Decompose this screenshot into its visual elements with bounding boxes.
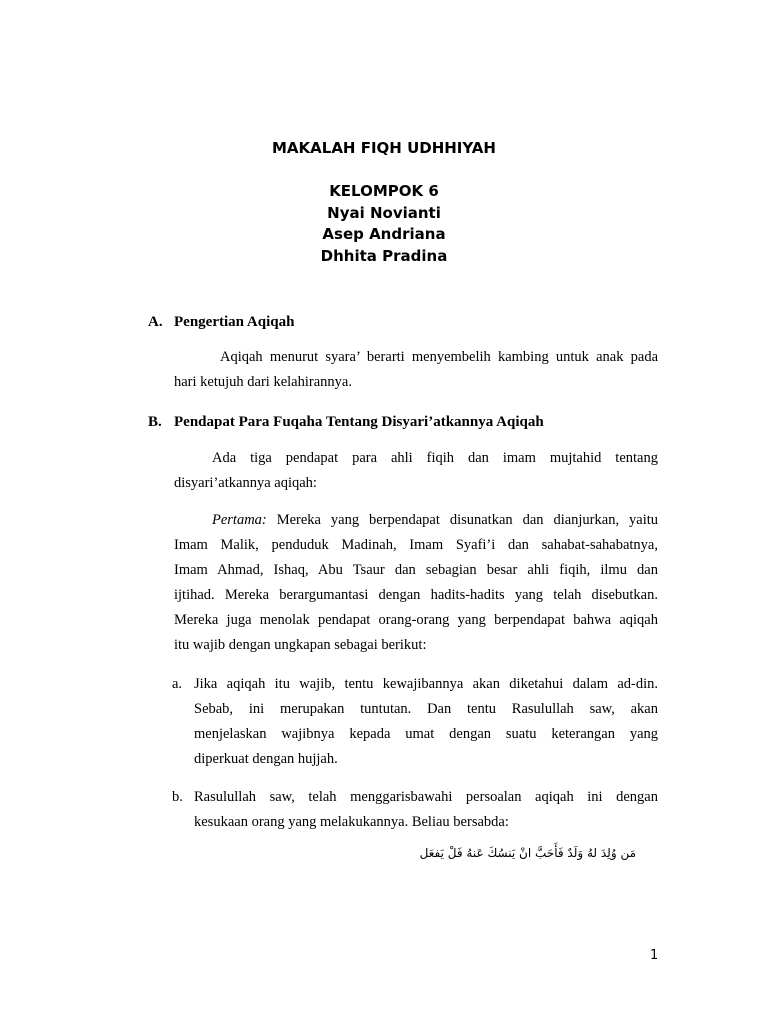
group-name: KELOMPOK 6	[329, 182, 439, 200]
arabic-hadith: مَن وُلِدَ لهُ وَلَدٌ فَأَحَبَّ انْ يَنسُكَ عَنهُ فَلْ يَفعَل	[419, 846, 636, 860]
paragraph-text: Mereka yang berpendapat disunatkan dan dianjurkan, yaitu	[276, 512, 658, 528]
member-name: Nyai Novianti	[327, 203, 441, 222]
section-a-marker: A.	[148, 314, 163, 330]
paragraph-line	[174, 508, 658, 533]
first-opinion-paragraph	[174, 508, 658, 658]
paragraph-line: menjelaskan wajibnya kepada umat dengan suatu keterangan yang	[194, 726, 658, 742]
paragraph-line: ijtihad. Mereka berargumantasi dengan hadits-hadits yang telah disebutkan.	[174, 587, 658, 603]
paragraph-line: Aqiqah menurut syara’ berarti menyembelih kambing untuk anak pada	[220, 349, 658, 365]
list-marker: a.	[172, 676, 183, 692]
list-marker: b.	[172, 789, 183, 805]
member-name: Asep Andriana	[322, 225, 446, 243]
list-item-body	[194, 672, 658, 772]
section-a-title: Pengertian Aqiqah	[174, 314, 295, 330]
section-b-heading	[148, 412, 544, 432]
paragraph-line: Sebab, ini merupakan tuntutan. Dan tentu Rasulullah saw, akan	[194, 701, 658, 717]
document-title: MAKALAH FIQH UDHHIYAH	[272, 139, 496, 157]
paragraph-line: Imam Ahmad, Ishaq, Abu Tsaur dan sebagian besar ahli fiqih, ilmu dan	[174, 562, 658, 578]
paragraph-line: diperkuat dengan hujjah.	[194, 751, 338, 767]
group-block	[0, 181, 768, 267]
section-b-marker: B.	[148, 414, 162, 430]
member-name: Dhhita Pradina	[320, 246, 448, 265]
paragraph-line: Jika aqiqah itu wajib, tentu kewajibannya akan diketahui dalam ad-din.	[194, 676, 658, 692]
first-opinion-label: Pertama:	[212, 512, 267, 528]
paragraph-line: Ada tiga pendapat para ahli fiqih dan imam mujtahid tentang	[212, 450, 658, 466]
paragraph-line: hari ketujuh dari kelahirannya.	[174, 374, 352, 390]
paragraph-line: kesukaan orang yang melakukannya. Beliau bersabda:	[194, 814, 509, 830]
list-item-body	[194, 785, 658, 835]
section-a-heading	[148, 312, 294, 332]
section-b-intro	[174, 446, 658, 496]
section-a-paragraph	[174, 345, 658, 395]
section-b-title: Pendapat Para Fuqaha Tentang Disyari’atkannya Aqiqah	[174, 414, 544, 430]
paragraph-line: Imam Malik, penduduk Madinah, Imam Syafi’i dan sahabat-sahabatnya,	[174, 537, 658, 553]
page-number: 1	[650, 948, 659, 963]
paragraph-line: Mereka juga menolak pendapat orang-orang yang berpendapat bahwa aqiqah	[174, 612, 658, 628]
paragraph-line: itu wajib dengan ungkapan sebagai berikut:	[174, 637, 427, 653]
paragraph-line: disyari’atkannya aqiqah:	[174, 475, 317, 491]
list-item-b	[172, 785, 658, 835]
list-item-a	[172, 672, 658, 772]
paragraph-line: Rasulullah saw, telah menggarisbawahi persoalan aqiqah ini dengan	[194, 789, 658, 805]
